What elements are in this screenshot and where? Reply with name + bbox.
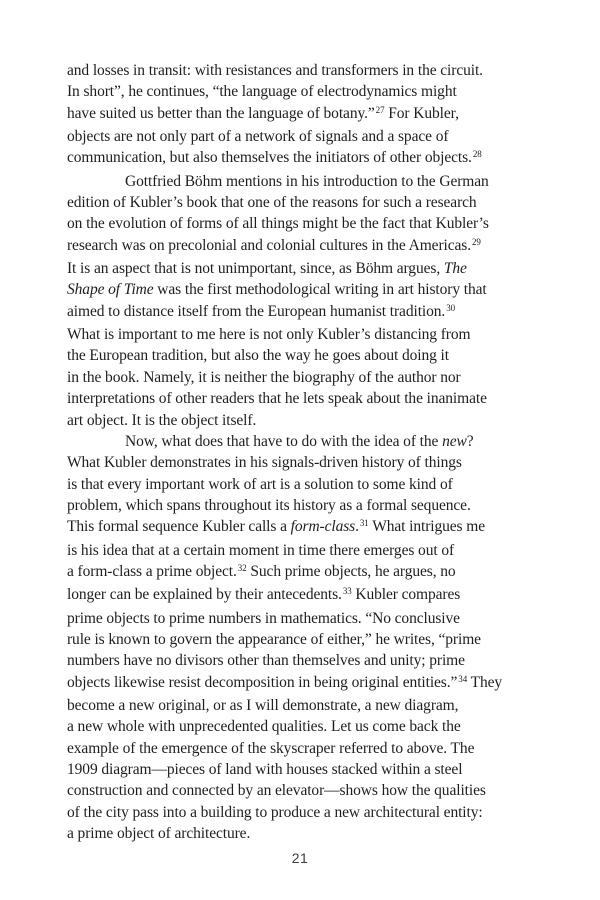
body-text-segment: was the first methodological writing in art history that — [153, 281, 487, 299]
body-text-segment: is that every important work of art is a solution to some kind of — [67, 475, 453, 493]
body-text-segment: It is an aspect that is not unimportant, since, as Böhm argues, — [67, 260, 444, 278]
text-line — [67, 495, 547, 516]
body-text-segment: on the evolution of forms of all things might be the fact that Kubler’s — [67, 215, 489, 233]
body-text-segment: edition of Kubler’s book that one of the reasons for such a research — [67, 194, 477, 212]
body-text-segment: a form-class a prime object. — [67, 562, 237, 580]
body-text-segment: ? — [466, 432, 474, 450]
body-text-segment: problem, which spans throughout its history as a formal sequence. — [67, 496, 471, 514]
text-line — [67, 452, 547, 473]
body-text-segment: longer can be explained by their antecedents. — [67, 586, 342, 604]
body-text-segment: is his idea that at a certain moment in time there emerges out of — [67, 541, 455, 559]
body-text-segment: Gottfried Böhm mentions in his introduction to the German — [125, 172, 489, 190]
text-line — [67, 126, 547, 147]
footnote-reference: 32 — [237, 562, 247, 573]
text-line — [67, 258, 547, 279]
text-line — [67, 235, 547, 258]
italic-text: new — [442, 432, 467, 450]
body-text-segment: What is important to me here is not only Kubler’s distancing from — [67, 326, 471, 344]
text-line — [67, 823, 547, 844]
body-text-segment: Now, what does that have to do with the idea of the — [125, 432, 443, 450]
text-line — [67, 759, 547, 780]
text-line — [67, 608, 547, 629]
text-line — [67, 650, 547, 671]
text-line — [67, 147, 547, 170]
italic-text: Shape of Time — [67, 281, 154, 299]
text-line — [67, 431, 547, 452]
body-text-segment: 1909 diagram—pieces of land with houses stacked within a steel — [67, 761, 463, 778]
footnote-reference: 33 — [342, 586, 352, 597]
body-text-segment: aimed to distance itself from the European humanist tradition. — [67, 302, 446, 320]
footnote-reference: 34 — [458, 673, 468, 684]
text-line — [67, 540, 547, 561]
text-line — [67, 60, 547, 81]
text-line — [67, 324, 547, 345]
body-text-segment: have suited us better than the language of botany.” — [67, 104, 375, 122]
body-text-segment: For Kubler, — [384, 104, 459, 122]
body-text-segment: What intrigues me — [368, 518, 485, 536]
page-body-text — [67, 60, 547, 844]
body-text-segment: objects are not only part of a network of signals and a space of — [67, 128, 449, 146]
text-line — [67, 672, 547, 695]
body-text-segment: research was on precolonial and colonial cultures in the Americas. — [67, 236, 471, 254]
text-line — [67, 171, 547, 192]
text-line — [67, 716, 547, 737]
page-number: 21 — [291, 850, 309, 866]
footnote-reference: 29 — [472, 236, 481, 247]
text-line — [67, 81, 547, 102]
text-line — [67, 213, 547, 234]
body-text-segment: This formal sequence Kubler calls a — [67, 518, 291, 536]
body-text-segment: They — [467, 673, 503, 691]
body-text-segment: a new whole with unprecedented qualities. Let us come back the — [67, 718, 461, 736]
text-line — [67, 516, 547, 539]
body-text-segment: the European tradition, but also the way he goes about doing it — [67, 347, 449, 365]
body-text-segment: become a new original, or as I will demonstrate, a new diagram, — [67, 696, 459, 714]
italic-text: form-class — [290, 518, 356, 536]
text-line — [67, 695, 547, 716]
text-line — [67, 629, 547, 650]
body-text-segment: objects likewise resist decomposition in being original entities.” — [67, 673, 458, 691]
text-line — [67, 279, 547, 300]
body-text-segment: What Kubler demonstrates in his signals-driven history of things — [67, 454, 462, 472]
text-line — [67, 474, 547, 495]
text-line — [67, 410, 547, 431]
footnote-reference: 30 — [446, 302, 455, 313]
text-line — [67, 388, 547, 409]
text-line — [67, 367, 547, 388]
text-line — [67, 802, 547, 823]
text-line — [67, 192, 547, 213]
body-text-segment: art object. It is the object itself. — [67, 411, 257, 429]
body-text-segment: in the book. Namely, it is neither the biography of the author nor — [67, 368, 461, 386]
body-text-segment: construction and connected by an elevator—shows how the qualities — [67, 782, 486, 800]
body-text-segment: example of the emergence of the skyscraper referred to above. The — [67, 739, 475, 757]
text-line — [67, 584, 547, 607]
body-text-segment: prime objects to prime numbers in mathematics. “No conclusive — [67, 609, 460, 627]
text-line — [67, 103, 547, 126]
footnote-reference: 31 — [359, 518, 369, 529]
body-text-segment: Kubler compares — [351, 586, 461, 604]
italic-text: The — [443, 260, 467, 278]
body-text-segment: numbers have no divisors other than themselves and unity; prime — [67, 652, 465, 670]
footnote-reference: 27 — [375, 104, 385, 115]
body-text-segment: Such prime objects, he argues, no — [246, 562, 456, 580]
text-line — [67, 780, 547, 801]
footnote-reference: 28 — [472, 149, 482, 160]
text-line — [67, 738, 547, 759]
text-line — [67, 345, 547, 366]
body-text-segment: of the city pass into a building to produce a new architectural entity: — [67, 803, 483, 821]
body-text-segment: In short”, he continues, “the language of electrodynamics might — [67, 83, 457, 101]
text-line — [67, 301, 547, 324]
text-line — [67, 561, 547, 584]
body-text-segment: rule is known to govern the appearance of either,” he writes, “prime — [67, 630, 481, 648]
body-text-segment: a prime object of architecture. — [67, 825, 251, 843]
body-text-segment: interpretations of other readers that he lets speak about the inanimate — [67, 390, 487, 408]
body-text-segment: communication, but also themselves the initiators of other objects. — [67, 149, 472, 167]
body-text-segment: . — [355, 518, 359, 536]
body-text-segment: and losses in transit: with resistances and transformers in the circuit. — [67, 62, 483, 79]
